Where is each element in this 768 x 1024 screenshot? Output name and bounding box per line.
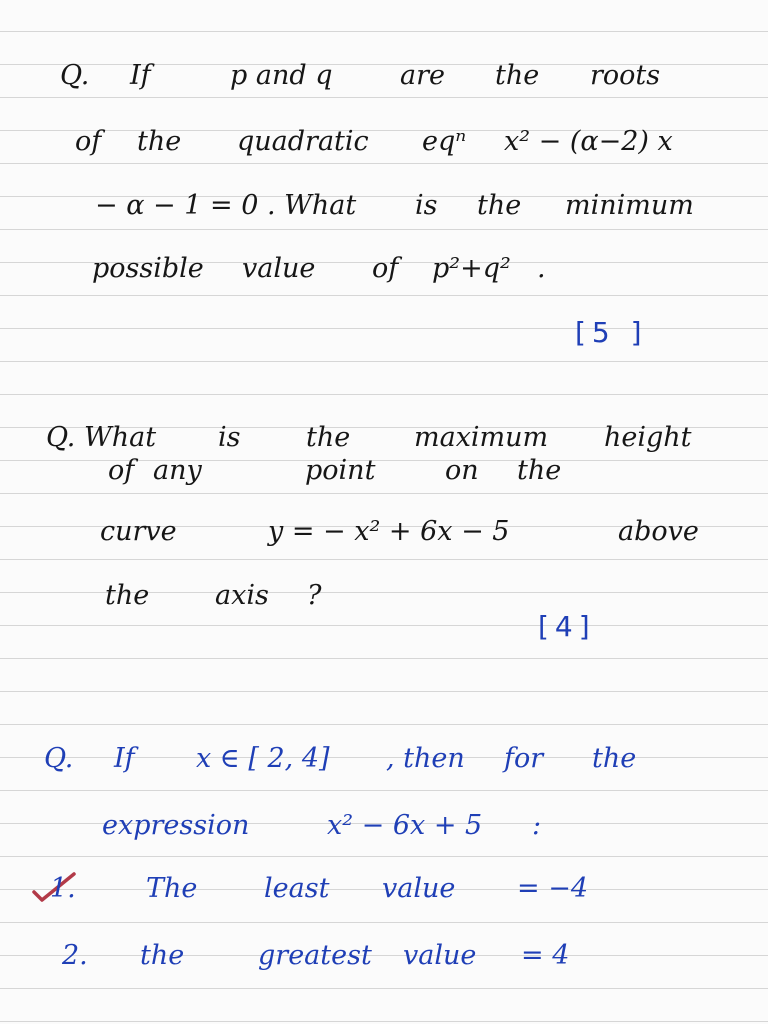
q1-line-3: − α − 1 = 0 . What is the minimum <box>95 190 694 221</box>
q3-item-2: 2. the greatest value = 4 <box>62 940 570 971</box>
q1-line-2: of the quadratic eqⁿ x² − (α−2) x <box>75 126 673 157</box>
q1-line-1: Q. If p and q are the roots <box>60 60 661 91</box>
q1-line-4: possible value of p²+q² . <box>92 253 546 284</box>
q3-line-2: expression x² − 6x + 5 : <box>102 810 542 841</box>
q2-label: Q. What <box>46 422 157 453</box>
q3-item-1: 1. The least value = −4 <box>50 873 589 904</box>
q1-label: Q. <box>60 60 90 91</box>
q3-item-2-number: 2. <box>62 940 88 971</box>
q3-item-1-number: 1. <box>50 873 76 904</box>
q2-line-3: curve y = − x² + 6x − 5 above <box>100 516 699 547</box>
q1-marks: [5 ] <box>575 316 648 349</box>
q3-line-1: Q. If x ∈ [ 2, 4] , then for the <box>44 743 637 774</box>
q2-line-4: the axis ? <box>105 580 322 611</box>
q2-marks: [4] <box>538 610 596 643</box>
q3-label: Q. <box>44 743 74 774</box>
q2-line-2: of any point on the <box>108 455 562 486</box>
q2-line-1: Q. What is the maximum height <box>46 422 692 453</box>
